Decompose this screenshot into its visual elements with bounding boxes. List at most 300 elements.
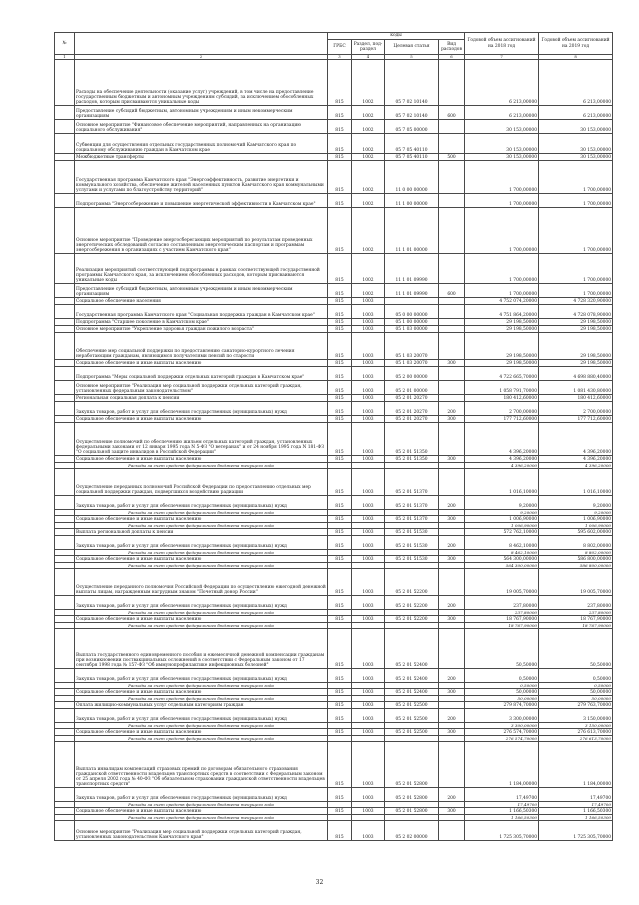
table-row	[55, 709, 613, 723]
grbs-cell: 815	[328, 106, 352, 120]
amount-2018-cell: 30 153,00000	[465, 134, 539, 154]
row-name-cell: Расходы за счет средств федерального бюджета текущего года	[75, 510, 328, 516]
row-name-cell: Социальное обеспечение и иные выплаты населению	[75, 556, 328, 563]
amount-2019-cell: 29 198,50000	[539, 360, 613, 367]
target-article-cell: 05 7 05 00000	[385, 120, 439, 134]
razdel-cell: 1003	[352, 456, 385, 463]
table-row	[55, 423, 613, 456]
grbs-cell: 815	[328, 536, 352, 550]
amount-2019-cell: 180 412,60000	[539, 395, 613, 402]
target-article-cell: 05 2 01 52400	[385, 689, 439, 696]
column-index: 4	[352, 55, 385, 60]
target-article-cell: 05 2 01 51530	[385, 556, 439, 563]
amount-2018-cell: 50,00000	[465, 696, 539, 702]
header-grbs: ГРБС	[328, 40, 352, 55]
amount-2019-cell: 6 213,00000	[539, 60, 613, 106]
razdel-cell: 1003	[352, 298, 385, 305]
razdel-cell: 1003	[352, 808, 385, 815]
amount-2018-cell: 276 574,70000	[465, 736, 539, 742]
grbs-cell: 815	[328, 305, 352, 319]
amount-2018-cell: 180 412,60000	[465, 395, 539, 402]
expense-type-cell	[439, 194, 465, 208]
target-article-cell: 05 2 01 51370	[385, 496, 439, 510]
row-name-cell: Государственная программа Камчатского края "Социальная поддержка граждан в Камчатском крае"	[75, 305, 328, 319]
grbs-cell: 815	[328, 319, 352, 326]
budget-table-page	[54, 32, 612, 841]
table-row	[55, 194, 613, 208]
grbs-cell: 815	[328, 702, 352, 709]
row-name-cell: Подпрограмма "Старшее поколение в Камчатском крае"	[75, 319, 328, 326]
expense-type-cell: 600	[439, 284, 465, 298]
razdel-cell: 1003	[352, 629, 385, 669]
column-index: 1	[55, 55, 75, 60]
amount-2018-cell: 1 700,00000	[465, 208, 539, 254]
table-row	[55, 669, 613, 683]
amount-2018-cell: 50,00000	[465, 689, 539, 696]
table-row	[55, 742, 613, 788]
row-number-cell	[55, 596, 75, 610]
row-name-cell: Расходы за счет средств федерального бюджета текущего года	[75, 802, 328, 808]
row-number-cell	[55, 516, 75, 523]
amount-2018-cell: 4 396,20000	[465, 456, 539, 463]
table-row	[55, 729, 613, 736]
table-body	[55, 60, 613, 841]
row-name-cell: Расходы за счет средств федерального бюджета текущего года	[75, 523, 328, 529]
row-number-cell	[55, 154, 75, 161]
column-index: 5	[385, 55, 439, 60]
razdel-cell: 1003	[352, 616, 385, 623]
razdel-cell: 1002	[352, 60, 385, 106]
row-name-cell: Закупка товаров, работ и услуг для обеспечения государственных (муниципальных) нужд	[75, 536, 328, 550]
amount-2018-cell: 1 006,90000	[465, 523, 539, 529]
grbs-cell: 815	[328, 788, 352, 802]
row-number-cell	[55, 669, 75, 683]
row-name-cell: Социальное обеспечение и иные выплаты населению	[75, 729, 328, 736]
row-name-cell: Расходы за счет средств федерального бюджета текущего года	[75, 463, 328, 469]
row-number-cell	[55, 629, 75, 669]
grbs-cell: 815	[328, 556, 352, 563]
amount-2019-cell: 9,20000	[539, 496, 613, 510]
grbs-cell: 815	[328, 154, 352, 161]
table-row	[55, 208, 613, 254]
grbs-cell: 815	[328, 529, 352, 536]
razdel-cell: 1003	[352, 709, 385, 723]
amount-2019-cell: 50,00000	[539, 689, 613, 696]
grbs-cell: 815	[328, 194, 352, 208]
expense-type-cell	[439, 629, 465, 669]
row-name-cell: Оплата жилищно-коммунальных услуг отдельным категориям граждан	[75, 702, 328, 709]
amount-2019-cell: 1 081 430,80000	[539, 381, 613, 395]
grbs-cell: 815	[328, 284, 352, 298]
grbs-cell: 815	[328, 360, 352, 367]
razdel-cell: 1003	[352, 395, 385, 402]
grbs-cell: 815	[328, 254, 352, 284]
header-expense-type: Вид расходов	[439, 40, 465, 55]
amount-2019-cell: 0,50000	[539, 669, 613, 683]
amount-2018-cell: 1 700,00000	[465, 254, 539, 284]
razdel-cell: 1003	[352, 416, 385, 423]
amount-2018-cell: 1 166,50300	[465, 815, 539, 821]
target-article-cell: 05 2 01 52800	[385, 742, 439, 788]
amount-2019-cell: 237,80000	[539, 596, 613, 610]
header-codes: коды	[328, 33, 465, 40]
table-row	[55, 456, 613, 463]
page-number: 32	[315, 879, 324, 886]
row-name-cell: Расходы за счет средств федерального бюджета текущего года	[75, 610, 328, 616]
amount-2018-cell: 177 712,60000	[465, 416, 539, 423]
target-article-cell: 11 1 01 00000	[385, 208, 439, 254]
amount-2019-cell: 1 166,50300	[539, 808, 613, 815]
amount-2019-cell: 1 006,90000	[539, 516, 613, 523]
row-name-cell: Осуществление переданного полномочия Российской Федерации по осуществлению ежегодной денежной выплаты лицам, награжденным нагрудным знаком "Почетный донор России"	[75, 569, 328, 596]
razdel-cell: 1003	[352, 496, 385, 510]
razdel-cell: 1003	[352, 569, 385, 596]
target-article-cell: 05 7 02 10140	[385, 60, 439, 106]
amount-2019-cell: 3 150,00000	[539, 723, 613, 729]
amount-2019-cell: 4 396,20000	[539, 456, 613, 463]
budget-table	[54, 32, 613, 841]
table-row	[55, 821, 613, 841]
amount-2019-cell: 279 763,70000	[539, 702, 613, 709]
grbs-cell: 815	[328, 808, 352, 815]
target-article-cell: 05 2 01 20270	[385, 416, 439, 423]
table-row	[55, 402, 613, 416]
row-number-cell	[55, 536, 75, 550]
amount-2018-cell: 1 700,00000	[465, 194, 539, 208]
amount-2019-cell: 0,50000	[539, 683, 613, 689]
grbs-cell: 815	[328, 402, 352, 416]
amount-2018-cell: 29 198,50000	[465, 319, 539, 326]
amount-2018-cell: 18 767,90000	[465, 623, 539, 629]
column-index: 7	[465, 55, 539, 60]
expense-type-cell: 300	[439, 416, 465, 423]
amount-2019-cell: 586 800,00000	[539, 556, 613, 563]
amount-2019-cell: 29 198,50000	[539, 326, 613, 333]
expense-type-cell	[439, 254, 465, 284]
table-row	[55, 788, 613, 802]
row-name-cell: Расходы за счет средств федерального бюджета текущего года	[75, 815, 328, 821]
grbs-cell: 815	[328, 381, 352, 395]
table-row	[55, 395, 613, 402]
amount-2018-cell: 4 722 665,70000	[465, 367, 539, 381]
expense-type-cell	[439, 469, 465, 496]
row-name-cell: Социальное обеспечение и иные выплаты населению	[75, 416, 328, 423]
header-razdel: Раздел, под-раздел	[352, 40, 385, 55]
grbs-cell: 815	[328, 669, 352, 683]
grbs-cell: 815	[328, 516, 352, 523]
grbs-cell: 815	[328, 689, 352, 696]
grbs-cell: 815	[328, 161, 352, 194]
amount-2019-cell: 4 396,20000	[539, 423, 613, 456]
amount-2019-cell: 9,20000	[539, 510, 613, 516]
table-row	[55, 284, 613, 298]
razdel-cell: 1003	[352, 305, 385, 319]
row-name-cell: Закупка товаров, работ и услуг для обеспечения государственных (муниципальных) нужд	[75, 788, 328, 802]
expense-type-cell	[439, 333, 465, 360]
row-name-cell: Расходы за счет средств федерального бюджета текущего года	[75, 683, 328, 689]
expense-type-cell	[439, 529, 465, 536]
amount-2018-cell: 4 752 074,20000	[465, 298, 539, 305]
expense-type-cell	[439, 702, 465, 709]
target-article-cell: 05 2 01 51530	[385, 529, 439, 536]
target-article-cell: 05 2 01 51370	[385, 516, 439, 523]
amount-2018-cell: 0,50000	[465, 669, 539, 683]
header-2019: Годовой объем ассигнований на 2019 год	[539, 33, 613, 55]
amount-2019-cell: 3 150,00000	[539, 709, 613, 723]
grbs-cell: 815	[328, 416, 352, 423]
amount-2018-cell: 1 006,90000	[465, 516, 539, 523]
row-number-cell	[55, 305, 75, 319]
amount-2019-cell: 276 613,70000	[539, 736, 613, 742]
row-number-cell	[55, 254, 75, 284]
razdel-cell: 1002	[352, 254, 385, 284]
grbs-cell: 815	[328, 120, 352, 134]
target-article-cell: 05 2 00 00000	[385, 367, 439, 381]
row-name-cell: Региональная социальная доплата к пенсии	[75, 395, 328, 402]
grbs-cell: 815	[328, 469, 352, 496]
expense-type-cell: 300	[439, 689, 465, 696]
row-name-cell: Государственная программа Камчатского края "Энергоэффективность, развитие энергетики и коммунального хозяйства, обеспечение жителей населенных пунктов Камчатского края коммунальными услугами и услугами по благоустройству территорий"	[75, 161, 328, 194]
table-row	[55, 305, 613, 319]
expense-type-cell: 200	[439, 596, 465, 610]
expense-type-cell	[439, 569, 465, 596]
amount-2019-cell: 29 198,50000	[539, 319, 613, 326]
row-name-cell: Основное мероприятие "Реализация мер социальной поддержки отдельных категорий граждан, установленных федеральным законодательством"	[75, 381, 328, 395]
row-name-cell: Подпрограмма "Энергосбережение и повышение энергетической эффективности в Камчатском крае"	[75, 194, 328, 208]
target-article-cell: 05 2 01 52400	[385, 629, 439, 669]
amount-2019-cell: 1 700,00000	[539, 208, 613, 254]
row-number-cell	[55, 808, 75, 815]
target-article-cell: 05 2 01 20270	[385, 395, 439, 402]
expense-type-cell: 300	[439, 616, 465, 623]
expense-type-cell: 500	[439, 154, 465, 161]
amount-2018-cell: 17,49700	[465, 802, 539, 808]
row-name-cell: Основное мероприятие "Проведение энергосберегающих мероприятий по результатам проведенных энергетических обследований согласно составленным энергетическим паспортам и программам энергосбережения в организациях с участием Камчатского края"	[75, 208, 328, 254]
target-article-cell: 05 7 05 40110	[385, 134, 439, 154]
grbs-cell: 815	[328, 134, 352, 154]
expense-type-cell: 600	[439, 106, 465, 120]
razdel-cell: 1002	[352, 120, 385, 134]
amount-2019-cell: 177 712,60000	[539, 416, 613, 423]
table-row	[55, 254, 613, 284]
row-name-cell: Предоставление субсидий бюджетным, автономным учреждениям и иным некоммерческим организациям	[75, 284, 328, 298]
table-row	[55, 120, 613, 134]
row-number-cell	[55, 284, 75, 298]
grbs-cell: 815	[328, 326, 352, 333]
column-index: 8	[539, 55, 613, 60]
amount-2018-cell: 1 058 791,70000	[465, 381, 539, 395]
expense-type-cell: 300	[439, 360, 465, 367]
amount-2019-cell: 237,80000	[539, 610, 613, 616]
row-number-cell	[55, 319, 75, 326]
target-article-cell: 11 1 01 09990	[385, 254, 439, 284]
amount-2018-cell: 9,20000	[465, 496, 539, 510]
amount-2019-cell: 18 767,90000	[539, 616, 613, 623]
row-name-cell: Предоставление субсидий бюджетным, автономным учреждениям и иным некоммерческим организациям	[75, 106, 328, 120]
expense-type-cell: 200	[439, 709, 465, 723]
table-row	[55, 161, 613, 194]
grbs-cell: 815	[328, 395, 352, 402]
amount-2019-cell: 4 728 320,90000	[539, 298, 613, 305]
razdel-cell: 1003	[352, 556, 385, 563]
row-number-cell	[55, 120, 75, 134]
table-row	[55, 529, 613, 536]
expense-type-cell	[439, 423, 465, 456]
razdel-cell: 1002	[352, 106, 385, 120]
razdel-cell: 1002	[352, 284, 385, 298]
amount-2019-cell: 1 700,00000	[539, 284, 613, 298]
expense-type-cell: 300	[439, 808, 465, 815]
expense-type-cell	[439, 208, 465, 254]
target-article-cell: 11 1 01 09990	[385, 284, 439, 298]
target-article-cell: 05 2 01 52800	[385, 808, 439, 815]
target-article-cell	[385, 298, 439, 305]
razdel-cell: 1003	[352, 702, 385, 709]
amount-2018-cell: 1 016,10000	[465, 469, 539, 496]
amount-2018-cell: 6 213,00000	[465, 106, 539, 120]
amount-2018-cell: 4 396,20000	[465, 463, 539, 469]
razdel-cell: 1003	[352, 529, 385, 536]
amount-2019-cell: 30 153,00000	[539, 154, 613, 161]
amount-2018-cell: 29 198,50000	[465, 333, 539, 360]
amount-2018-cell: 2 700,00000	[465, 402, 539, 416]
razdel-cell: 1003	[352, 402, 385, 416]
table-row	[55, 702, 613, 709]
amount-2018-cell: 276 574,70000	[465, 729, 539, 736]
amount-2018-cell: 3 300,00000	[465, 723, 539, 729]
row-name-cell: Закупка товаров, работ и услуг для обеспечения государственных (муниципальных) нужд	[75, 596, 328, 610]
amount-2019-cell: 17,49700	[539, 802, 613, 808]
amount-2018-cell: 3 300,00000	[465, 709, 539, 723]
expense-type-cell: 300	[439, 556, 465, 563]
column-index: 6	[439, 55, 465, 60]
grbs-cell: 815	[328, 616, 352, 623]
row-name-cell: Социальное обеспечение и иные выплаты населению	[75, 456, 328, 463]
header-target-article: Целевая статья	[385, 40, 439, 55]
expense-type-cell: 200	[439, 788, 465, 802]
expense-type-cell	[439, 298, 465, 305]
header-2018: Годовой объем ассигнований на 2018 год	[465, 33, 539, 55]
grbs-cell: 815	[328, 333, 352, 360]
amount-2019-cell: 2 700,00000	[539, 402, 613, 416]
razdel-cell: 1002	[352, 154, 385, 161]
target-article-cell: 05 1 03 20070	[385, 333, 439, 360]
row-name-cell: Основное мероприятие "Реализация мер социальной поддержки отдельных категорий граждан, установленных законодательством Камчатского края"	[75, 821, 328, 841]
amount-2018-cell: 18 767,90000	[465, 616, 539, 623]
row-number-cell	[55, 616, 75, 623]
row-number-cell	[55, 496, 75, 510]
target-article-cell: 05 2 01 20270	[385, 402, 439, 416]
razdel-cell: 1003	[352, 729, 385, 736]
amount-2019-cell: 595 602,00000	[539, 529, 613, 536]
amount-2019-cell: 30 153,00000	[539, 134, 613, 154]
razdel-cell: 1003	[352, 423, 385, 456]
row-number-cell	[55, 416, 75, 423]
row-name-cell: Обеспечение мер социальной поддержки по предоставлению санаторно-курортного лечения неработающим гражданам, являющимся получателями пенсий по старости	[75, 333, 328, 360]
table-row	[55, 469, 613, 496]
amount-2019-cell: 1 700,00000	[539, 161, 613, 194]
target-article-cell: 05 1 03 20070	[385, 360, 439, 367]
row-name-cell: Расходы за счет средств федерального бюджета текущего года	[75, 723, 328, 729]
row-number-cell	[55, 367, 75, 381]
row-name-cell: Осуществление переданных полномочий Российской Федерации по предоставлению отдельных мер социальной поддержки граждан, подвергшихся воздействию радиации	[75, 469, 328, 496]
grbs-cell: 815	[328, 423, 352, 456]
amount-2019-cell: 50,00000	[539, 696, 613, 702]
amount-2018-cell: 4 396,20000	[465, 423, 539, 456]
row-number-cell	[55, 106, 75, 120]
target-article-cell: 05 2 01 51350	[385, 423, 439, 456]
amount-2019-cell: 4 396,20000	[539, 463, 613, 469]
target-article-cell: 05 2 01 52200	[385, 616, 439, 623]
expense-type-cell	[439, 395, 465, 402]
grbs-cell: 815	[328, 456, 352, 463]
table-row	[55, 333, 613, 360]
target-article-cell: 05 2 01 52500	[385, 709, 439, 723]
row-name-cell: Реализация мероприятий соответствующей подпрограммы в рамках соответствующей государственной программы Камчатского края, за исключением обособленных расходов, которым присваиваются уникальные коды	[75, 254, 328, 284]
amount-2018-cell: 1 700,00000	[465, 284, 539, 298]
amount-2018-cell: 237,80000	[465, 596, 539, 610]
grbs-cell: 815	[328, 208, 352, 254]
razdel-cell: 1002	[352, 161, 385, 194]
row-number-cell	[55, 395, 75, 402]
expense-type-cell	[439, 60, 465, 106]
row-number-cell	[55, 333, 75, 360]
amount-2019-cell: 1 006,90000	[539, 523, 613, 529]
row-name-cell: Закупка товаров, работ и услуг для обеспечения государственных (муниципальных) нужд	[75, 669, 328, 683]
table-row	[55, 689, 613, 696]
razdel-cell: 1002	[352, 208, 385, 254]
expense-type-cell	[439, 367, 465, 381]
expense-type-cell: 200	[439, 402, 465, 416]
row-name-cell: Осуществление полномочий по обеспечению жильем отдельных категорий граждан, установленных федеральными законами от 12 января 1995 года N 5-ФЗ "О ветеранах" и от 24 ноября 1995 года N 181-ФЗ "О социальной защите инвалидов в Российской Федерации"	[75, 423, 328, 456]
amount-2019-cell: 4 698 880,40000	[539, 367, 613, 381]
table-row	[55, 596, 613, 610]
razdel-cell: 1003	[352, 821, 385, 841]
amount-2019-cell: 586 800,00000	[539, 563, 613, 569]
expense-type-cell	[439, 305, 465, 319]
row-name-cell: Субвенции для осуществления отдельных государственных полномочий Камчатского края по социальному обслуживанию граждан в Камчатском крае	[75, 134, 328, 154]
row-number-cell	[55, 134, 75, 154]
amount-2019-cell: 6 213,00000	[539, 106, 613, 120]
razdel-cell: 1003	[352, 742, 385, 788]
target-article-cell: 05 2 01 52500	[385, 702, 439, 709]
target-article-cell: 05 2 01 00000	[385, 381, 439, 395]
amount-2018-cell: 30 153,00000	[465, 154, 539, 161]
amount-2018-cell: 29 198,50000	[465, 360, 539, 367]
table-row	[55, 360, 613, 367]
amount-2019-cell: 1 166,50300	[539, 815, 613, 821]
row-number-cell	[55, 60, 75, 106]
table-row	[55, 367, 613, 381]
expense-type-cell: 200	[439, 536, 465, 550]
target-article-cell: 05 1 00 00000	[385, 319, 439, 326]
amount-2018-cell: 572 762,10000	[465, 529, 539, 536]
amount-2019-cell: 1 700,00000	[539, 194, 613, 208]
table-row	[55, 154, 613, 161]
row-name-cell: Расходы на обеспечение деятельности (оказание услуг) учреждений, в том числе на предоставление государственным бюджетным и автономным учреждениям субсидий, за исключением обособленных расходов, которым присваиваются уникальные коды	[75, 60, 328, 106]
target-article-cell: 05 2 02 00000	[385, 821, 439, 841]
row-number-cell	[55, 689, 75, 696]
grbs-cell: 815	[328, 367, 352, 381]
expense-type-cell: 200	[439, 669, 465, 683]
table-row	[55, 496, 613, 510]
expense-type-cell	[439, 742, 465, 788]
row-number-cell	[55, 360, 75, 367]
razdel-cell: 1003	[352, 469, 385, 496]
row-number-cell	[55, 194, 75, 208]
amount-2019-cell: 1 700,00000	[539, 254, 613, 284]
amount-2018-cell: 237,80000	[465, 610, 539, 616]
